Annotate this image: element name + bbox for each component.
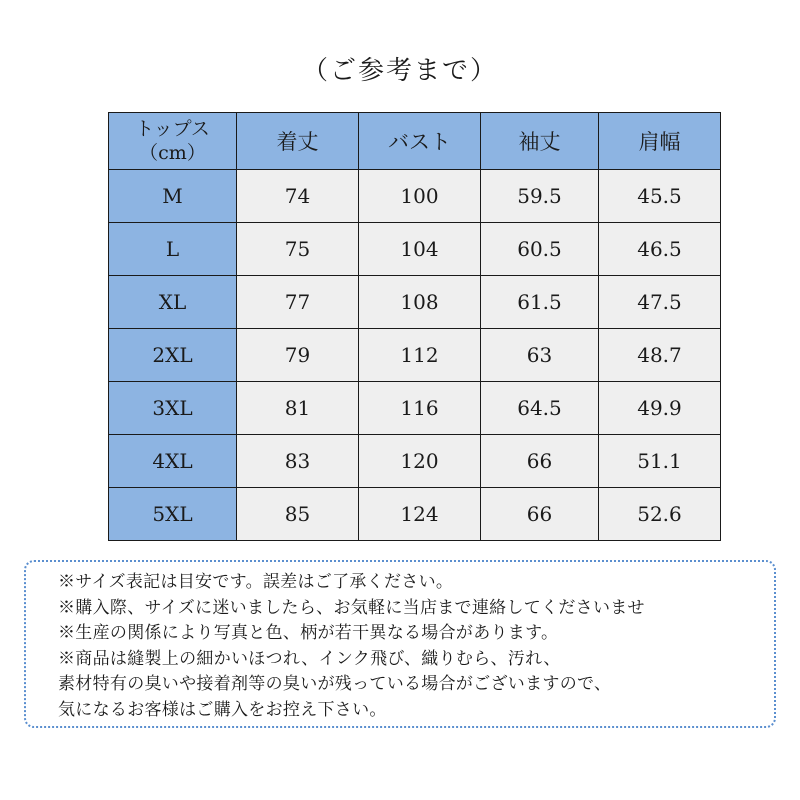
size-label: 5XL [109,488,237,541]
table-cell: 75 [237,223,359,276]
note-line: 気になるお客様はご購入をお控え下さい。 [58,699,387,720]
table-row [109,223,721,276]
table-cell: 79 [237,329,359,382]
table-cell: 112 [359,329,481,382]
table-row [109,276,721,329]
table-cell: 45.5 [599,170,721,223]
table-cell: 49.9 [599,382,721,435]
table-cell: 59.5 [481,170,599,223]
table-cell: 74 [237,170,359,223]
table-cell: 83 [237,435,359,488]
table-cell: 124 [359,488,481,541]
table-cell: 47.5 [599,276,721,329]
table-cell: 81 [237,382,359,435]
corner-header [109,113,237,170]
table-cell: 60.5 [481,223,599,276]
table-row [109,170,721,223]
table-row [109,329,721,382]
table-cell: 100 [359,170,481,223]
header-sleeve: 袖丈 [481,113,599,170]
size-label: L [109,223,237,276]
size-label: 2XL [109,329,237,382]
table-cell: 63 [481,329,599,382]
size-label: XL [109,276,237,329]
size-label: 4XL [109,435,237,488]
table-cell: 116 [359,382,481,435]
table-cell: 48.7 [599,329,721,382]
header-length: 着丈 [237,113,359,170]
page-title: （ご参考まで） [301,56,498,86]
size-label: M [109,170,237,223]
table-cell: 52.6 [599,488,721,541]
table-header-row [109,113,721,170]
table-cell: 64.5 [481,382,599,435]
corner-label: トップス [135,118,210,140]
note-line: 素材特有の臭いや接着剤等の臭いが残っている場合がございますので、 [58,674,612,694]
table-cell: 46.5 [599,223,721,276]
table-cell: 66 [481,488,599,541]
size-label: 3XL [109,382,237,435]
header-shoulder: 肩幅 [599,113,721,170]
table-cell: 104 [359,223,481,276]
table-cell: 108 [359,276,481,329]
table-cell: 120 [359,435,481,488]
table-row [109,382,721,435]
table-cell: 51.1 [599,435,721,488]
notes-box [24,560,776,728]
corner-unit: （cm） [139,142,206,164]
table-cell: 85 [237,488,359,541]
table-cell: 61.5 [481,276,599,329]
header-bust: バスト [359,113,481,170]
table-cell: 77 [237,276,359,329]
note-line: ※生産の関係により写真と色、柄が若干異なる場合があります。 [58,623,559,643]
size-table [108,112,721,541]
table-row [109,435,721,488]
table-row [109,488,721,541]
note-line: ※購入際、サイズに迷いましたら、お気軽に当店まで連絡してくださいませ [58,597,645,618]
note-line: ※商品は縫製上の細かいほつれ、インク飛び、織りむら、汚れ、 [58,648,561,669]
table-cell: 66 [481,435,599,488]
note-line: ※サイズ表記は目安です。誤差はご了承ください。 [58,572,454,592]
